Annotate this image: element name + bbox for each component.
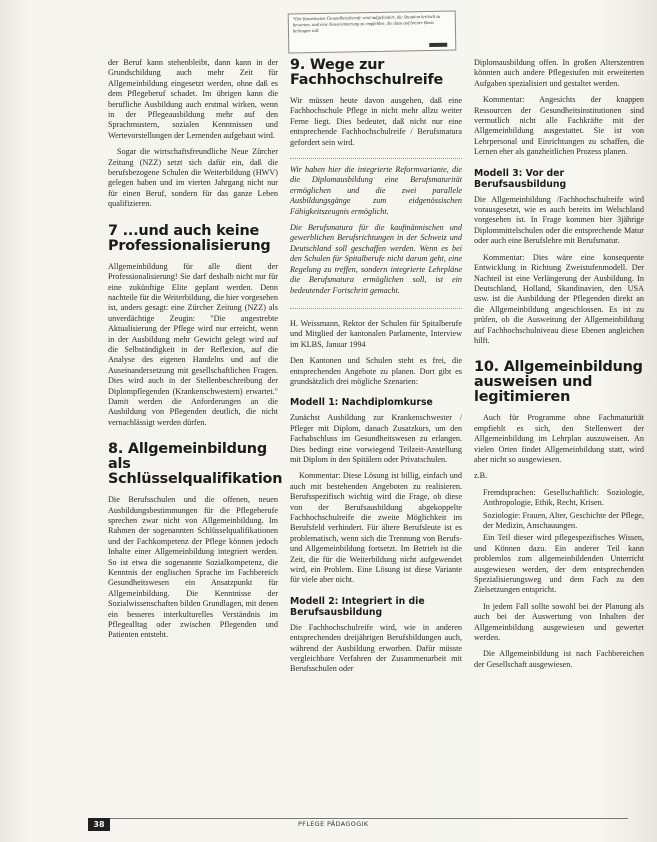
column-middle [290,58,462,681]
list-item: Soziologie: Frauen, Alter, Geschichte der Pflege, der Medizin, Anschauungen. [483,510,644,530]
paragraph: Die Fachhochschulreife wird, wie in anderen entsprechenden dreijährigen Berufsbildungen auch, während der Ausbildung erworben. Dafür müsste vergleichbare Verfahren der Zusammenarbeit mit Berufsschulen oder [290,622,462,674]
paragraph: Diplomausbildung offen. In großen Alterszentren könnten auch andere Pflegestufen mit erweiterten Aufgaben spezialisiert und gestaltet werden. [474,58,644,88]
quote-paragraph: Die Berufsmatura für die kaufmännischen und gewerblichen Berufsrichtungen in der Schweiz und Deutschland soll geschaffen werden. Wenn es bei den Schulen für Spitalberufe nicht darum geht, eine Regelung zu treffen, sondern integrierte Lehrpläne die Berufsmatura ermöglichen soll, ist ein bedeutender Fortschritt gemacht. [290,223,462,295]
column-right [474,58,644,676]
paragraph: Allgemeinbildung für alle dient der Professionalisierung! Sie darf deshalb nicht nur für eine zukünftige Elite geplant werden. Denn nachteile für die Weiterbildung, die hier vorgesehen ist, anders gesagt: eine Zürcher Zeitung (NZZ) als unverdächtige Zeugin: "Die angestrebte Aktualisierung der Pflege wird nur erreicht, wenn in der Ausbildung mehr Gewicht gelegt wird auf die Selbständigkeit in der Reflexion, auf die Analyse des eigenen Handelns und auf die Auseinandersetzung mit gesellschaftlichen Fragen. Dies wird auch in der Stellenbeschreibung der Diplompflegenden (Krankenschwestern) erwartet." Damit werden die Anforderungen an die Ausbildung von Pflegenden deutlich, die nicht vernachlässigt werden dürfen. [108,261,278,427]
journal-name: PFLEGE PÄDAGOGIK [298,820,369,828]
paragraph: Die Allgemeinbildung ist nach Fachbereichen der Gesellschaft ausgewiesen. [474,649,644,669]
subheading-model-2: Modell 2: Integriert in die Berufsausbildung [290,595,425,618]
quote-box [290,158,462,309]
note-tag-mark [429,43,447,47]
section-heading-7: 7 ...und auch keine Professionalisierung [108,222,271,254]
paragraph: der Beruf kann stehenbleibt, dann kann in der Grundschildung auch mehr Zeit für Allgemeinbildung eingesetzt werden, ohne daß es dem Pflegeberuf schadet. Im übrigen kann die berufliche Ausbildung auch erstmal wirken, wenn in der Pflegeausbildung mehr auf den Sprachmustern, sozialen Kenntnissen und Wertevorstellungen der Lernenden aufgebaut wird. [108,58,278,140]
paragraph: In jedem Fall sollte sowohl bei der Planung als auch bei der Auswertung von Inhalten der Allgemeinbildung ausgewiesen und gewertet werden. [474,601,644,643]
paragraph: Den Kantonen und Schulen steht es frei, die entsprechenden Angebote zu planen. Dort gibt es grundsätzlich drei mögliche Szenarien: [290,356,462,386]
section-heading-10: 10. Allgemeinbildung ausweisen und legitimieren [474,359,643,406]
paragraph: H. Weissmann, Rektor der Schulen für Spitalberufe und Mitglied der kantonalen Parlamente, Interview im KLBS, Januar 1994 [290,318,462,349]
page-number: 38 [88,818,110,831]
section-heading-8: 8. Allgemeinbildung als Schlüsselqualifikation [108,441,283,488]
paragraph: Sogar die wirtschaftsfreundliche Neue Zürcher Zeitung (NZZ) setzt sich dafür ein, daß die berufsbezogene Schulen die Weiterbildung (HWV) gelegen haben und im vierten Jahrgang nicht nur für einen Beruf, sondern für das ganze Leben qualifizieren. [108,147,278,209]
paragraph: z.B. [474,471,488,481]
quote-paragraph: Wir haben hier die integrierte Reformvariante, die die Diplomausbildung eine Berufsmaturität ermöglichen und die zwei parallele Ausbildungsgänge zum eidgenössischen Fähigkeitszeugnis ermöglicht. [290,165,462,216]
paragraph: Kommentar: Angesichts der knappen Ressourcen der Gesundheitsinstitutionen sind vermutlich nicht alle Fachkräfte mit der Allgemeinbildung ausgestattet. Sie ist von Lehrpersonal und Einrichtungen zu schaffen, die Lernen eher als ganzheitlichen Prozess planen. [474,95,644,157]
paragraph: Die Allgemeinbildung /Fachhochschulreife wird vorausgesetzt, wie es auch bereits im Welschland vorgesehen ist. In Frage kommen hier 3jährige Diplommittelschulen oder die entsprechende Matur oder auch eine Berufslehre mit Berufsmatur. [474,194,644,246]
paragraph: Zunächst Ausbildung zur Krankenschwester / Pfleger mit Diplom, danach Zusatzkurs, um den Fachabschluss im Gesundheitswesen zu erlangen. Dies bedingt eine vorwiegend Teilzeit-Anstellung mit Diplom in den Spitälern oder Privatschulen. [290,413,462,464]
column-left [108,58,283,647]
sticky-note [288,11,457,54]
paragraph: Die Berufsschulen und die offenen, neuen Ausbildungsbestimmungen für die Pflegeberufe sprechen zwar nicht von Allgemeinbildung. Im Rahmen der sogenannten Schlüsselqualifikationen und der Fachkompetenz der Pflege können jedoch Inhalte einer Allgemeinbildung integriert werden. So ist etwa die sogenannte Sozialkompetenz, die Kenntnis der englischen Sprache im Fachbereich Gesundheitswesen ein Ansatzpunkt für Allgemeinbildung. Die Kenntnisse der Sozialwissenschaften bilden Grundlagen, mit denen ein besseres interkulturelles Verständnis im Pflegealltag oder zwischen Pflegenden und Patienten entsteht. [108,495,278,640]
paragraph: Wir müssen heute davon ausgehen, daß eine Fachhochschule Pflege in nicht mehr allzu weiter Ferne liegt. Dies bedeutet, daß nicht nur eine entsprechende Fachhochschulreife / Berufsmatura gefordert sein wird. [290,96,462,147]
paragraph: Kommentar: Diese Lösung ist billig, einfach und auch mit bestehenden Angeboten zu realisieren. Berufsspezifisch wichtig wird die Frage, ob diese von der Berufsausbildung abgekoppelte Fachhochschulreife die zweite Möglichkeit im Berufsfeld verhindert. Für ältere Berufsleute ist es problematisch, wenn sich die Trennung von Berufs- und Allgemeinbildung fortsetzt. Im Betrieb ist die Zeit, die für die Weiterbildung nicht aufgewendet wird, ein Problem. Eine Lösung ist diese Variante für viele aber nicht. [290,471,462,585]
paragraph: Ein Teil dieser wird pflegespezifisches Wissen, und Können dazu. Ein anderer Teil kann problemlos zum allgemeinbildenden Unterricht ausgewiesen werden, der dem entsprechenden Spezialisierungsweg und dem Fach zu den Zielsetzungen entspricht. [474,533,644,595]
subheading-model-3: Modell 3: Vor der Berufsausbildung [474,167,567,190]
section-heading-9: 9. Wege zur Fachhochschulreife [290,57,444,88]
paragraph: Auch für Programme ohne Fachmaturität empfiehlt es sich, den Stellenwert der Allgemeinbildung im Lehrplan auszuweisen. An vielen Orten findet Allgemeinbildung statt, wird aber nicht so ausgewiesen. [474,413,644,464]
subheading-model-1: Modell 1: Nachdiplomkurse [290,397,433,409]
sticky-note-text: *Die Kommission Gesundheitsberufe wird aufgefordert, die Situation kritisch zu bewerten, und eine Neuorientierung zu empfehlen, die dazu auf breiter Basis beitragen soll. [292,13,441,34]
list-item: Fremdsprachen: Gesellschaftlich: Soziologie, Anthropologie, Ethik, Recht, Krisen. [483,487,644,508]
paragraph: Kommentar: Dies wäre eine konsequente Entwicklung in Richtung Zweistufenmodell. Der Nachteil ist eine Verlängerung der Ausbildung. In Deutschland, Holland, Skandinavien, den USA usw. ist die Ausbildung der Pflegenden direkt an die Allgemeinbildung angeschlossen. Es ist zu prüfen, ob die Ausweitung der Allgemeinbildung auf Fachhochschulniveau diese Ebenen angleichen hilft. [474,252,644,345]
